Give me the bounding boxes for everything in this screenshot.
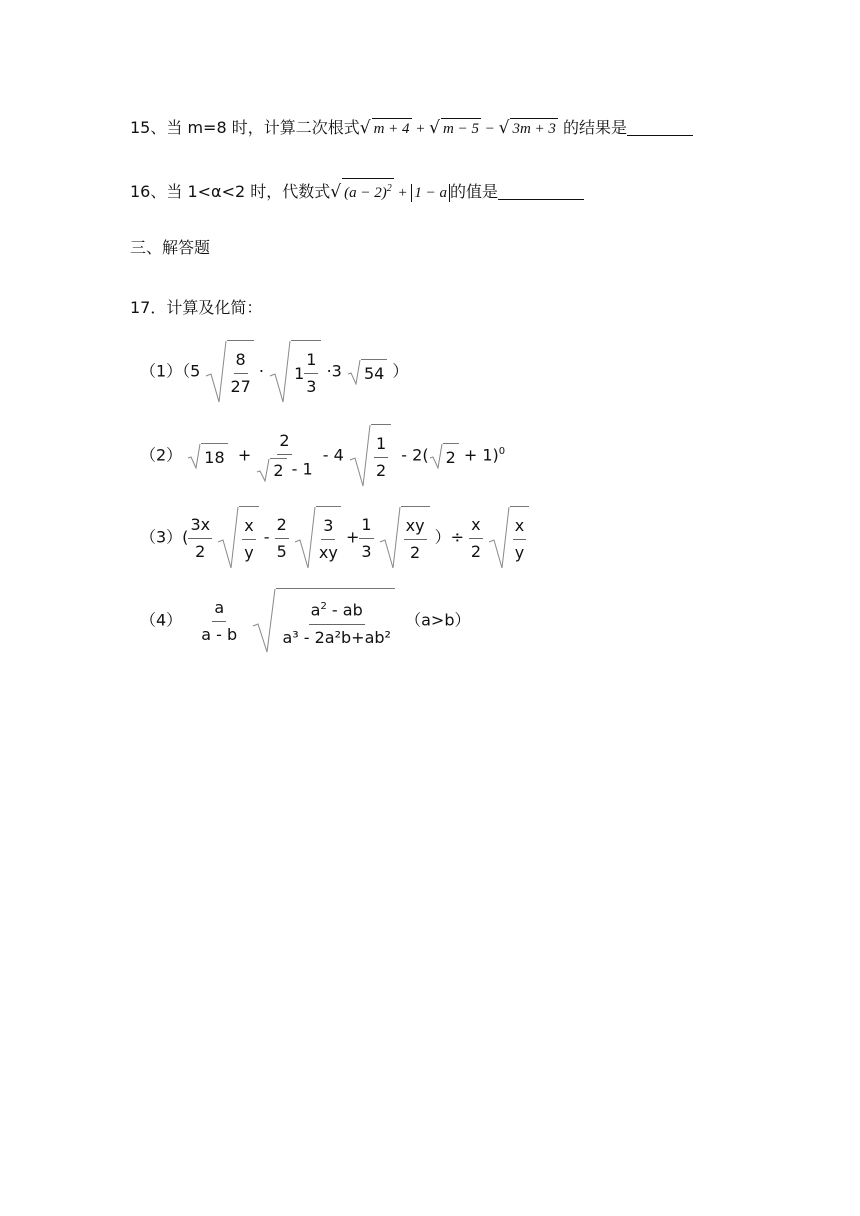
sqrt-2: 2 — [429, 443, 459, 469]
sqrt-x-over-y-2: $\frac{x}{y}$ — [488, 506, 529, 570]
q16-answer-blank[interactable] — [498, 183, 584, 200]
sqrt-symbol-icon: √ — [429, 118, 440, 138]
sqrt-xy-over-2: $\frac{xy}{2}$ — [379, 506, 430, 570]
q15-radicand-1: m + 4 — [372, 118, 412, 139]
q17-part-4: （4） $\frac{a}{a - b}$ $\frac{a^2 - ab}{\text{a³ - 2a²b+ab²}}$ （a>b） — [140, 588, 471, 654]
sqrt-symbol-icon — [294, 506, 316, 570]
sqrt-symbol-icon — [349, 424, 371, 488]
sqrt-3-over-xy: $\frac{3}{xy}$ — [294, 506, 341, 570]
sqrt-symbol-icon — [429, 443, 443, 469]
sqrt-big-fraction: $\frac{a^2 - ab}{\text{a³ - 2a²b+ab²}}$ — [252, 588, 395, 654]
sqrt-symbol-icon — [269, 340, 291, 404]
sqrt-symbol-icon — [187, 443, 201, 469]
q16-suffix: 的值是 — [449, 182, 498, 201]
sqrt-x-over-y: $\frac{x}{y}$ — [217, 506, 258, 570]
sqrt-1-over-2: $\frac{1}{2}$ — [349, 424, 391, 488]
question-17-title: 17．计算及化简： — [130, 298, 263, 317]
sqrt-8-over-27: $\frac{8}{27}$ — [205, 340, 253, 404]
q17-part-3: （3）( $\frac{3x}{2}$ $\frac{x}{y}$ - $\frac{2}{5}$ $\frac{3}{xy}$ + $\frac{1}{3}$ $\frac{xy}{2}$ ）÷ $\frac{x}{2}$ $\frac{x}{y}$ — [140, 506, 529, 570]
q16-absolute-value: 1 − a — [411, 184, 450, 202]
q15-radicand-3: 3m + 3 — [510, 118, 557, 139]
question-16 — [130, 178, 584, 203]
sqrt-symbol-icon: √ — [359, 118, 371, 138]
q15-suffix: 的结果是 — [563, 118, 628, 137]
sqrt-symbol-icon: √ — [330, 182, 342, 202]
question-15 — [130, 118, 693, 139]
sqrt-symbol-icon — [205, 340, 227, 404]
sqrt-18: 18 — [187, 443, 227, 469]
sqrt-symbol-icon — [347, 359, 361, 385]
sqrt-symbol-icon — [217, 506, 239, 570]
q16-prefix: 16、当 1<α<2 时，代数式 — [130, 182, 331, 201]
q15-radicand-2: m − 5 — [441, 118, 481, 139]
sqrt-1-and-1-third: 1 $\frac{1}{3}$ — [269, 340, 321, 404]
q17-part-2: （2） 18 + 2 2 - 1 - 4 $\frac{1}{2}$ - 2( 2 + 1)$^0$ — [140, 424, 505, 488]
sqrt-symbol-icon — [252, 588, 276, 654]
q16-plus: + — [397, 185, 408, 201]
q15-prefix: 15、当 m=8 时，计算二次根式 — [130, 118, 360, 137]
q15-answer-blank[interactable] — [627, 119, 693, 136]
fraction-2-over-sqrt2-minus-1: 2 2 - 1 — [256, 431, 312, 482]
sqrt-54: 54 — [347, 359, 387, 385]
q17-part-1: （1）（5 $\frac{8}{27}$ · 1 $\frac{1}{3}$ ·3 54 ） — [140, 340, 408, 404]
sqrt-symbol-icon: √ — [498, 118, 510, 138]
sqrt-symbol-icon — [256, 458, 270, 482]
q15-minus: − — [484, 121, 495, 137]
sqrt-symbol-icon — [488, 506, 510, 570]
q15-plus: + — [415, 121, 426, 137]
q16-radicand: $(a - 2)^2$ — [342, 178, 394, 203]
section-heading: 三、解答题 — [130, 238, 211, 257]
sqrt-symbol-icon — [379, 506, 401, 570]
